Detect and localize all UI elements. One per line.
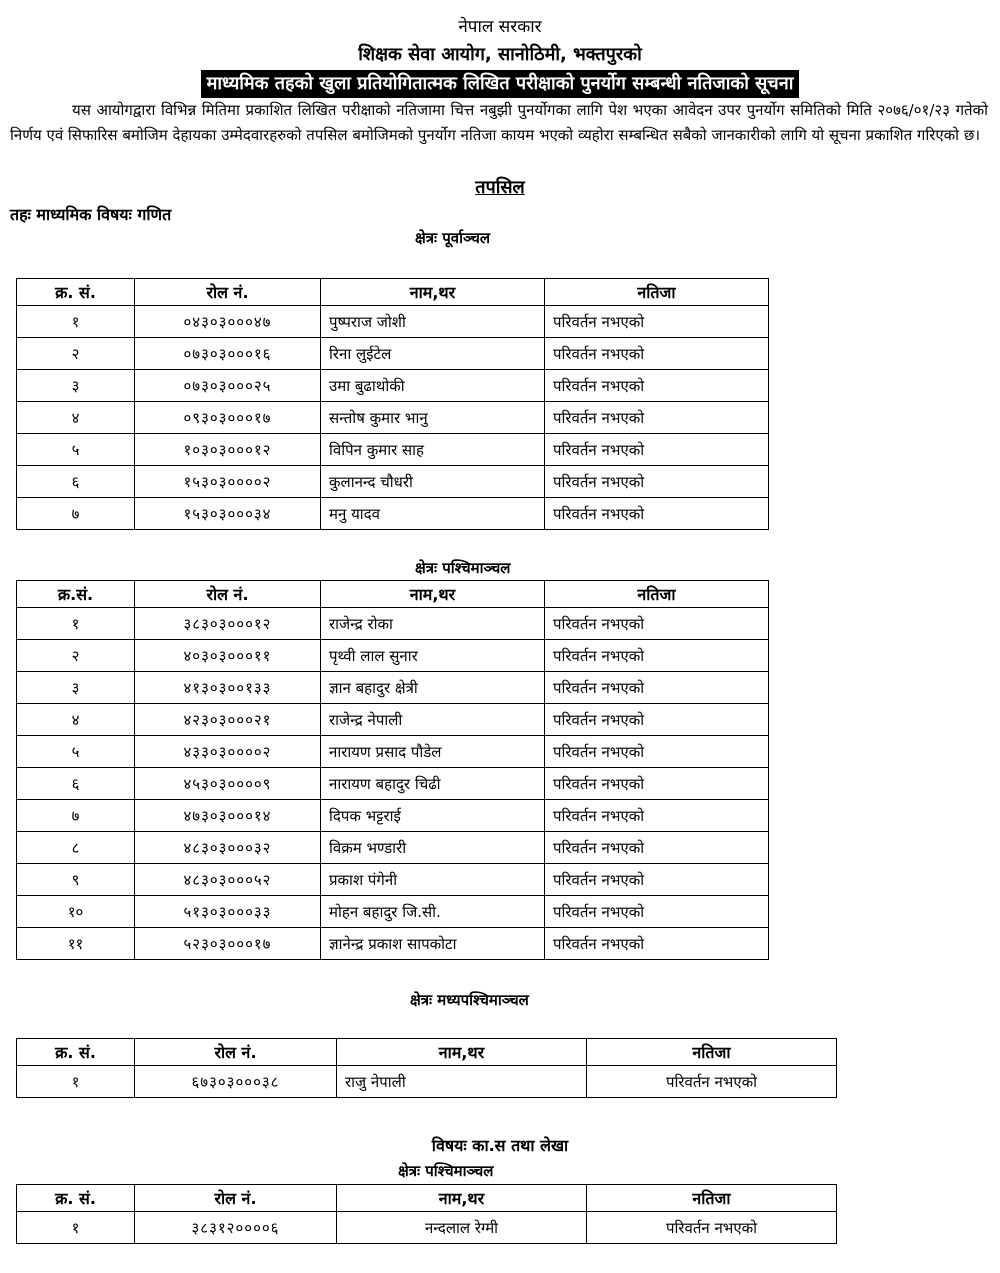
header-sn: क्र. सं. bbox=[17, 279, 135, 306]
cell-sn: ३ bbox=[17, 672, 135, 704]
region-heading-east: क्षेत्रः पूर्वाञ्चल bbox=[415, 229, 491, 247]
cell-result: परिवर्तन नभएको bbox=[545, 864, 769, 896]
cell-roll: ५२३०३०००१७ bbox=[135, 928, 321, 960]
cell-sn: १ bbox=[17, 306, 135, 338]
table-row bbox=[17, 896, 769, 928]
region-heading-subject2: क्षेत्रः पश्चिमाञ्चल bbox=[398, 1162, 494, 1180]
table-header-row bbox=[17, 1185, 837, 1212]
cell-name: कुलानन्द चौधरी bbox=[321, 466, 545, 498]
cell-result: परिवर्तन नभएको bbox=[545, 306, 769, 338]
cell-name: दिपक भट्टराई bbox=[321, 800, 545, 832]
subject2-title: विषयः का.स तथा लेखा bbox=[431, 1136, 569, 1155]
cell-sn: ७ bbox=[17, 800, 135, 832]
cell-sn: ६ bbox=[17, 768, 135, 800]
header-result: नतिजा bbox=[545, 279, 769, 306]
table-row bbox=[17, 306, 769, 338]
cell-result: परिवर्तन नभएको bbox=[545, 704, 769, 736]
cell-result: परिवर्तन नभएको bbox=[545, 736, 769, 768]
cell-sn: ७ bbox=[17, 498, 135, 530]
table-header-row bbox=[17, 581, 769, 608]
cell-roll: ४८३०३०००३२ bbox=[135, 832, 321, 864]
details-heading: तपसिल bbox=[475, 177, 525, 198]
table-row bbox=[17, 466, 769, 498]
cell-result: परिवर्तन नभएको bbox=[545, 338, 769, 370]
cell-name: राजेन्द्र नेपाली bbox=[321, 704, 545, 736]
cell-name: प्रकाश पंगेनी bbox=[321, 864, 545, 896]
cell-roll: ०४३०३०००४७ bbox=[135, 306, 321, 338]
cell-result: परिवर्तन नभएको bbox=[587, 1066, 837, 1098]
cell-result: परिवर्तन नभएको bbox=[545, 640, 769, 672]
intro-paragraph: यस आयोगद्वारा विभिन्न मितिमा प्रकाशित लिखित परीक्षाको नतिजामा चित्त नबुझी पुनर्योगका लागि पेश भएका आवेदन उपर पुनर्योग समितिको मिति २०७६/०१/२३ गतेको निर्णय एवं सिफारिस बमोजिम देहायका उम्मेदवारहरुको तपसिल बमोजिमको पुनर्योग नतिजा कायम भएको व्यहोरा सम्बन्धित सबैको जानकारीको लागि यो सूचना प्रकाशित गरिएको छ। bbox=[10, 101, 988, 144]
header-roll: रोल नं. bbox=[135, 1039, 337, 1066]
cell-roll: १५३०३००००२ bbox=[135, 466, 321, 498]
cell-roll: १५३०३०००३४ bbox=[135, 498, 321, 530]
results-table-east bbox=[16, 278, 769, 530]
table-row bbox=[17, 370, 769, 402]
cell-result: परिवर्तन नभएको bbox=[587, 1212, 837, 1244]
cell-roll: ४२३०३०००२१ bbox=[135, 704, 321, 736]
cell-sn: ५ bbox=[17, 736, 135, 768]
header-result: नतिजा bbox=[587, 1185, 837, 1212]
cell-result: परिवर्तन नभएको bbox=[545, 832, 769, 864]
header-name: नाम,थर bbox=[337, 1185, 587, 1212]
cell-name: ज्ञानेन्द्र प्रकाश सापकोटा bbox=[321, 928, 545, 960]
cell-roll: ६७३०३०००३८ bbox=[135, 1066, 337, 1098]
header-sn: क्र.सं. bbox=[17, 581, 135, 608]
cell-result: परिवर्तन नभएको bbox=[545, 466, 769, 498]
table-row bbox=[17, 402, 769, 434]
cell-roll: ४१३०३००१३३ bbox=[135, 672, 321, 704]
cell-sn: १ bbox=[17, 1212, 135, 1244]
cell-sn: २ bbox=[17, 338, 135, 370]
table-row bbox=[17, 800, 769, 832]
government-label: नेपाल सरकार bbox=[458, 17, 542, 37]
cell-name: नन्दलाल रेग्मी bbox=[337, 1212, 587, 1244]
header-name: नाम,थर bbox=[321, 279, 545, 306]
header-result: नतिजा bbox=[587, 1039, 837, 1066]
cell-name: मनु यादव bbox=[321, 498, 545, 530]
header-sn: क्र. सं. bbox=[17, 1039, 135, 1066]
cell-result: परिवर्तन नभएको bbox=[545, 896, 769, 928]
table-header-row bbox=[17, 279, 769, 306]
cell-sn: ११ bbox=[17, 928, 135, 960]
cell-roll: ५१३०३०००३३ bbox=[135, 896, 321, 928]
cell-result: परिवर्तन नभएको bbox=[545, 608, 769, 640]
cell-sn: ४ bbox=[17, 402, 135, 434]
cell-result: परिवर्तन नभएको bbox=[545, 768, 769, 800]
header-roll: रोल नं. bbox=[135, 581, 321, 608]
cell-name: पृथ्वी लाल सुनार bbox=[321, 640, 545, 672]
header-roll: रोल नं. bbox=[135, 1185, 337, 1212]
table-header-row bbox=[17, 1039, 837, 1066]
header-roll: रोल नं. bbox=[135, 279, 321, 306]
table-row bbox=[17, 864, 769, 896]
cell-roll: ३८३१२००००६ bbox=[135, 1212, 337, 1244]
region-heading-west: क्षेत्रः पश्चिमाञ्चल bbox=[415, 559, 511, 577]
cell-roll: ४५३०३००००९ bbox=[135, 768, 321, 800]
table-row bbox=[17, 608, 769, 640]
cell-roll: ०९३०३०००१७ bbox=[135, 402, 321, 434]
table-row bbox=[17, 672, 769, 704]
cell-sn: १ bbox=[17, 1066, 135, 1098]
cell-result: परिवर्तन नभएको bbox=[545, 370, 769, 402]
cell-sn: ६ bbox=[17, 466, 135, 498]
region-heading-midwest: क्षेत्रः मध्यपश्चिमाञ्चल bbox=[410, 991, 529, 1009]
table-body bbox=[17, 1066, 837, 1098]
cell-roll: ०७३०३०००२५ bbox=[135, 370, 321, 402]
cell-name: पुष्पराज जोशी bbox=[321, 306, 545, 338]
cell-result: परिवर्तन नभएको bbox=[545, 928, 769, 960]
table-row bbox=[17, 832, 769, 864]
cell-roll: ३८३०३०००१२ bbox=[135, 608, 321, 640]
cell-sn: ८ bbox=[17, 832, 135, 864]
table-row bbox=[17, 1066, 837, 1098]
level-subject-line: तहः माध्यमिक विषयः गणित bbox=[10, 205, 172, 224]
cell-result: परिवर्तन नभएको bbox=[545, 434, 769, 466]
cell-name: नारायण प्रसाद पौडेल bbox=[321, 736, 545, 768]
commission-name: शिक्षक सेवा आयोग, सानोठिमी, भक्तपुरको bbox=[358, 44, 642, 65]
header-name: नाम,थर bbox=[337, 1039, 587, 1066]
cell-name: ज्ञान बहादुर क्षेत्री bbox=[321, 672, 545, 704]
table-row bbox=[17, 704, 769, 736]
cell-name: उमा बुढाथोकी bbox=[321, 370, 545, 402]
table-body bbox=[17, 608, 769, 960]
table-body bbox=[17, 306, 769, 530]
cell-sn: ५ bbox=[17, 434, 135, 466]
table-row bbox=[17, 768, 769, 800]
table-row bbox=[17, 736, 769, 768]
cell-name: राजु नेपाली bbox=[337, 1066, 587, 1098]
notice-title-wrapper bbox=[0, 70, 1000, 98]
results-table-midwest bbox=[16, 1038, 837, 1098]
header-result: नतिजा bbox=[545, 581, 769, 608]
cell-name: नारायण बहादुर चिढी bbox=[321, 768, 545, 800]
table-body bbox=[17, 1212, 837, 1244]
cell-roll: १०३०३०००१२ bbox=[135, 434, 321, 466]
cell-sn: ४ bbox=[17, 704, 135, 736]
cell-name: राजेन्द्र रोका bbox=[321, 608, 545, 640]
cell-sn: ९ bbox=[17, 864, 135, 896]
cell-name: रिना लुईटेल bbox=[321, 338, 545, 370]
header-name: नाम,थर bbox=[321, 581, 545, 608]
cell-name: विपिन कुमार साह bbox=[321, 434, 545, 466]
table-row bbox=[17, 928, 769, 960]
notice-title: माध्यमिक तहको खुला प्रतियोगितात्मक लिखित परीक्षाको पुनर्योग सम्बन्धी नतिजाको सूचना bbox=[201, 70, 800, 98]
cell-result: परिवर्तन नभएको bbox=[545, 800, 769, 832]
cell-roll: ४८३०३०००५२ bbox=[135, 864, 321, 896]
results-table-west bbox=[16, 580, 769, 960]
cell-name: मोहन बहादुर जि.सी. bbox=[321, 896, 545, 928]
results-table-accounts bbox=[16, 1184, 837, 1244]
details-heading-wrapper bbox=[0, 175, 1000, 199]
cell-result: परिवर्तन नभएको bbox=[545, 402, 769, 434]
cell-sn: १० bbox=[17, 896, 135, 928]
cell-roll: ४७३०३०००१४ bbox=[135, 800, 321, 832]
table-row bbox=[17, 434, 769, 466]
cell-result: परिवर्तन नभएको bbox=[545, 498, 769, 530]
cell-roll: ४०३०३०००११ bbox=[135, 640, 321, 672]
cell-result: परिवर्तन नभएको bbox=[545, 672, 769, 704]
table-row bbox=[17, 338, 769, 370]
cell-sn: १ bbox=[17, 608, 135, 640]
table-row bbox=[17, 1212, 837, 1244]
cell-name: विक्रम भण्डारी bbox=[321, 832, 545, 864]
header-sn: क्र. सं. bbox=[17, 1185, 135, 1212]
cell-roll: ०७३०३०००१६ bbox=[135, 338, 321, 370]
cell-sn: २ bbox=[17, 640, 135, 672]
cell-roll: ४३३०३००००२ bbox=[135, 736, 321, 768]
cell-name: सन्तोष कुमार भानु bbox=[321, 402, 545, 434]
table-row bbox=[17, 498, 769, 530]
cell-sn: ३ bbox=[17, 370, 135, 402]
table-row bbox=[17, 640, 769, 672]
